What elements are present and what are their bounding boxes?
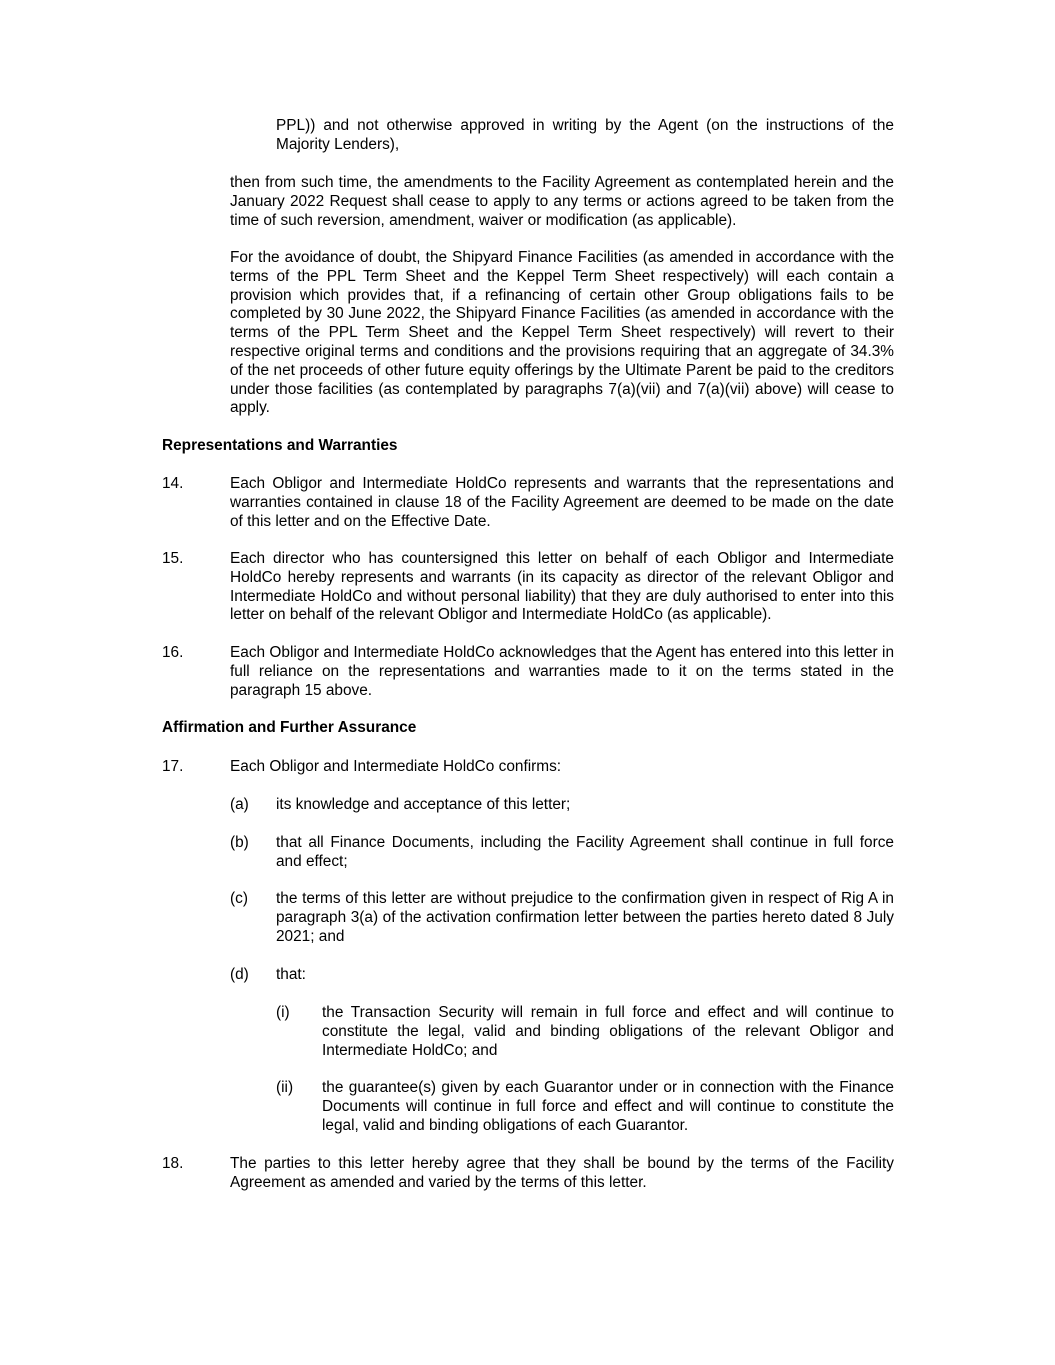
paragraph-number-16: 16.	[162, 644, 184, 661]
item-b: that all Finance Documents, including the Facility Agreement shall continue in full force and effect;	[276, 834, 894, 870]
paragraph-16: Each Obligor and Intermediate HoldCo acknowledges that the Agent has entered into this letter in full reliance on the representations and warranties made to it on the terms stated in the paragraph 15 above.	[230, 644, 894, 699]
paragraph-number-14: 14.	[162, 475, 184, 492]
item-label-b: (b)	[230, 834, 249, 851]
item-c: the terms of this letter are without prejudice to the confirmation given in respect of Rig A in paragraph 3(a) of the activation confirmation letter between the parties hereto dated 8 July 2021; and	[276, 890, 894, 945]
paragraph-18: The parties to this letter hereby agree that they shall be bound by the terms of the Facility Agreement as amended and varied by the terms of this letter.	[230, 1155, 894, 1191]
then-paragraph: then from such time, the amendments to the Facility Agreement as contemplated herein and the January 2022 Request shall cease to apply to any terms or actions agreed to be taken from the time of such reversion, amendment, waiver or modification (as applicable).	[230, 174, 894, 229]
item-label-c: (c)	[230, 890, 248, 907]
subitem-ii: the guarantee(s) given by each Guarantor under or in connection with the Finance Documents will continue in full force and effect and will continue to constitute the legal, valid and binding obligations of each Guarantor.	[322, 1079, 894, 1134]
item-d: that:	[276, 966, 306, 983]
paragraph-15: Each director who has countersigned this letter on behalf of each Obligor and Intermediate HoldCo hereby represents and warrants (in its capacity as director of the relevant Obligor and Intermediate HoldCo and without personal liability) that they are duly authorised to enter into this letter on behalf of the relevant Obligor and Intermediate HoldCo (as applicable).	[230, 550, 894, 624]
subitem-i: the Transaction Security will remain in full force and effect and will continue to constitute the legal, valid and binding obligations of the relevant Obligor and Intermediate HoldCo; and	[322, 1004, 894, 1059]
item-label-d: (d)	[230, 966, 249, 983]
item-a: its knowledge and acceptance of this letter;	[276, 796, 571, 813]
item-label-a: (a)	[230, 796, 249, 813]
paragraph-14: Each Obligor and Intermediate HoldCo represents and warrants that the representations and warranties contained in clause 18 of the Facility Agreement are deemed to be made on the date of this letter and on the Effective Date.	[230, 475, 894, 530]
avoidance-paragraph: For the avoidance of doubt, the Shipyard Finance Facilities (as amended in accordance with the terms of the PPL Term Sheet and the Keppel Term Sheet respectively) will each contain a provision which provides that, if a refinancing of certain other Group obligations fails to be completed by 30 June 2022, the Shipyard Finance Facilities (as amended in accordance with the terms of the PPL Term Sheet and the Keppel Term Sheet respectively) will revert to their respective original terms and conditions and the provisions requiring that an aggregate of 34.3% of the net proceeds of other future equity offerings by the Ultimate Parent be paid to the creditors under those facilities (as contemplated by paragraphs 7(a)(vii) and 7(a)(vii) above) will cease to apply.	[230, 249, 894, 417]
subitem-label-i: (i)	[276, 1004, 290, 1021]
paragraph-number-15: 15.	[162, 550, 184, 567]
paragraph-number-18: 18.	[162, 1155, 184, 1172]
sub-item-continuation: PPL)) and not otherwise approved in writing by the Agent (on the instructions of the Majority Lenders),	[276, 117, 894, 153]
paragraph-number-17: 17.	[162, 758, 184, 775]
section-heading-affirmation: Affirmation and Further Assurance	[162, 719, 417, 736]
subitem-label-ii: (ii)	[276, 1079, 294, 1096]
paragraph-17: Each Obligor and Intermediate HoldCo confirms:	[230, 758, 562, 775]
section-heading-representations: Representations and Warranties	[162, 437, 398, 454]
